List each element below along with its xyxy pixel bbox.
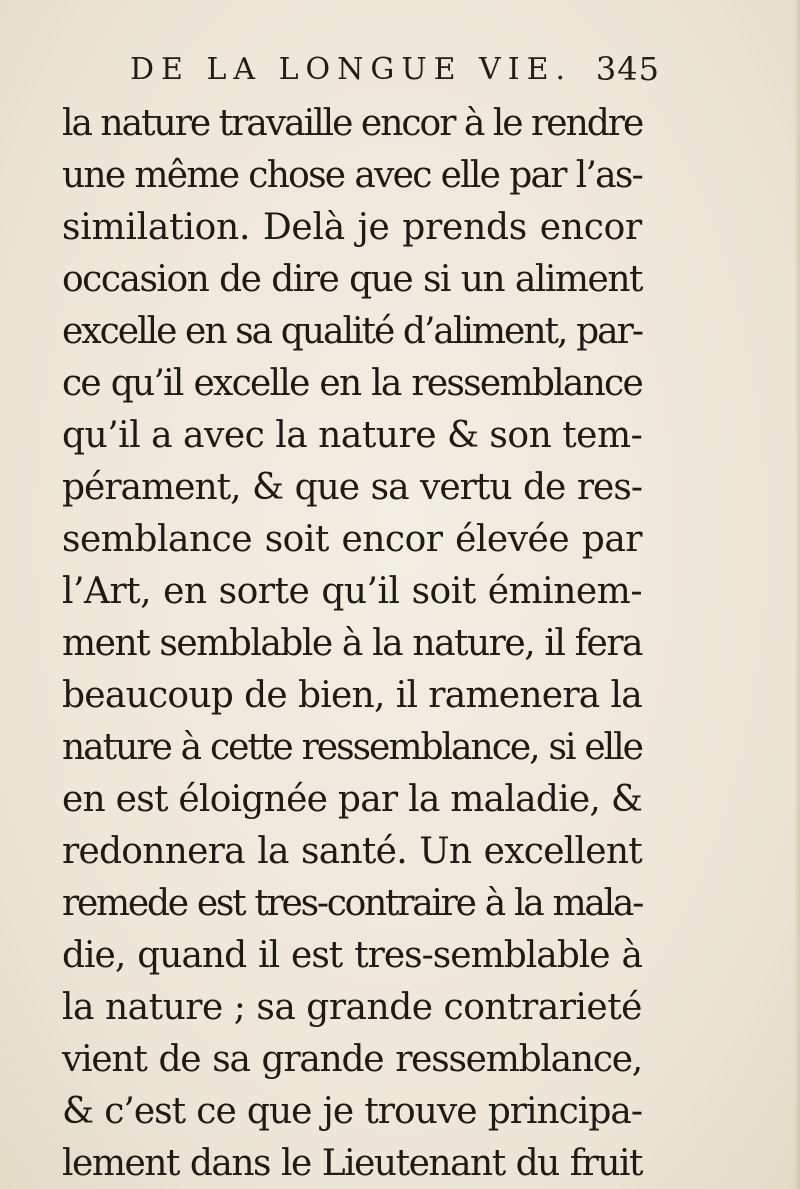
page-number: 345 xyxy=(595,50,660,88)
text-line: vient de sa grande ressemblance, xyxy=(62,1039,642,1080)
page-edge-shadow xyxy=(794,0,800,1189)
text-line: occasion de dire que si un aliment xyxy=(62,259,642,300)
text-line: l’Art, en sorte qu’il soit éminem- xyxy=(62,571,642,612)
text-line: redonnera la santé. Un excellent xyxy=(62,831,642,872)
text-line: qu’il a avec la nature & son tem- xyxy=(62,415,643,456)
text-line: la nature travaille encor à le rendre xyxy=(62,103,643,144)
body-text xyxy=(62,98,642,1189)
text-line: lement dans le Lieutenant du fruit xyxy=(62,1143,642,1184)
text-line: la nature ; sa grande contrarieté xyxy=(62,987,642,1028)
text-line: die, quand il est tres-semblable à xyxy=(62,935,642,976)
text-line: nature à cette ressemblance, si elle xyxy=(62,727,642,768)
running-head xyxy=(130,46,660,96)
text-line: similation. Delà je prends encor xyxy=(62,207,642,248)
text-line: beaucoup de bien, il ramenera la xyxy=(62,675,642,716)
text-line: & c’est ce que je trouve principa- xyxy=(62,1091,642,1132)
text-line: semblance soit encor élevée par xyxy=(62,519,642,560)
running-head-title: DE LA LONGUE VIE. xyxy=(130,52,573,87)
text-line: remede est tres-contraire à la mala- xyxy=(62,883,642,924)
text-line: ce qu’il excelle en la ressemblance xyxy=(62,363,642,404)
text-line: excelle en sa qualité d’aliment, par- xyxy=(62,311,642,352)
text-line: une même chose avec elle par l’as- xyxy=(62,155,642,196)
text-line: pérament, & que sa vertu de res- xyxy=(62,467,642,508)
text-line: ment semblable à la nature, il fera xyxy=(62,623,642,664)
text-line: en est éloignée par la maladie, & xyxy=(62,779,643,820)
